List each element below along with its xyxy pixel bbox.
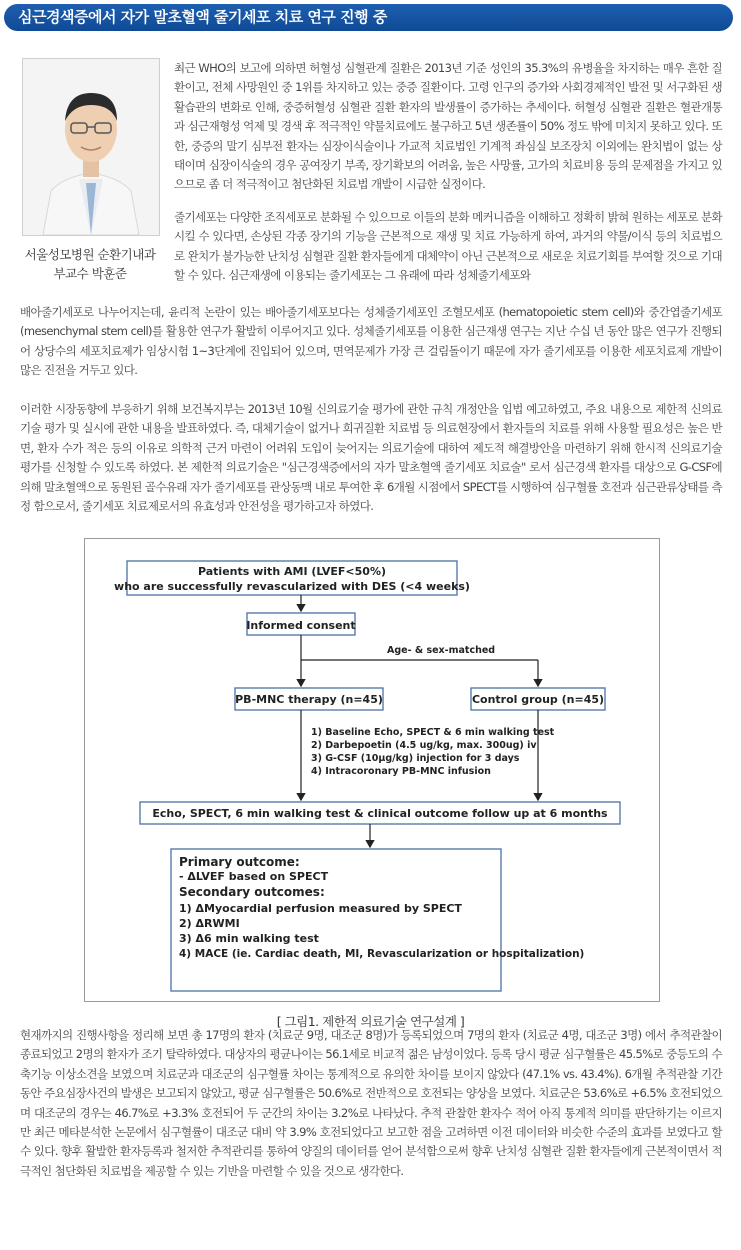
patients-line1: Patients with AMI (LVEF<50%): [197, 565, 387, 578]
paragraph-stem-cells: 줄기세포는 다양한 조직세포로 분화될 수 있으므로 이들의 분화 메커니즘을 이해하고 정확히 밝혀 원하는 세포로 분화시킬 수 있다면, 손상된 각종 장기의 기능을 근본적으로 재생 및 치료 가능하게 하여, 과거의 약물/이식 등의 치료법으로 완치가 불가능한 난치성 심혈관 질환 환자들에게 대체약이 아닌 근본적으로 새로운 치료기회를 부여할 것으로 기대할 수 있다. 심근재생에 이용되는 줄기세포는 그 유래에 따라 성체줄기세포와: [174, 210, 722, 283]
step-2: 2) Darbepoetin (4.5 ug/kg, max. 300ug) iv: [311, 740, 537, 751]
author-affiliation: 서울성모병원 순환기내과: [24, 247, 156, 262]
followup-label: Echo, SPECT, 6 min walking test & clinical outcome follow up at 6 months: [152, 807, 608, 820]
paragraph-regulation: 이러한 시장동향에 부응하기 위해 보건복지부는 2013년 10월 신의료기술 평가에 관한 규칙 개정안을 입법 예고하였고, 주요 내용으로 제한적 신의료 기술 평가 및 실시에 관한 내용을 발표하였다. 즉, 대체기술이 없거나 희귀질환 치료법 등 의료현장에서 환자들의 치료를 위해 사용할 필요성은 높은 반면, 환자 수가 적은 등의 이유로 의학적 근거 마련이 어려워 도입이 늦어지는 의료기술에 대하여 제도적 해결방안을 마련하기 위해 한시적 신의료기술 평가를 신청할 수 있도록 하였다. 본 제한적 의료기술은 "심근경색증에서의 자가 말초혈액 줄기세포 치료술" 로서 심근경색 환자를 대상으로 G-CSF에 의해 말초혈액으로 동원된 골수유래 자가 줄기세포를 관상동맥 내로 투여한 후 6개월 시점에서 SPECT를 시행하여 심구혈률 호전과 심근관류상태를 측정 함으로서, 줄기세포 치료제로서의 유효성과 안전성을 평가하고자 하였다.: [20, 402, 722, 514]
consent-label: Informed consent: [246, 619, 356, 632]
secondary-item-1: 1) ΔMyocardial perfusion measured by SPECT: [179, 902, 462, 915]
match-label: Age- & sex-matched: [387, 645, 496, 656]
step-3: 3) G-CSF (10μg/kg) injection for 3 days: [311, 753, 520, 764]
figure-caption: [ 그림1. 제한적 의료기술 연구설계 ]: [276, 1014, 465, 1029]
therapy-label: PB-MNC therapy (n=45): [235, 693, 383, 706]
paragraph-intro: 최근 WHO의 보고에 의하면 허혈성 심혈관계 질환은 2013년 기준 성인의 35.3%의 유병율을 차지하는 매우 흔한 질환이고, 전체 사망원인 중 1위를 차지하고 있는 중증 질환이다. 고령 인구의 증가와 사회경제적인 발전 및 서구화된 생활습관의 변화로 인해, 중증허혈성 심혈관 질환 환자의 발생률이 증가하는 추세이다. 허혈성 심혈관 질환은 혈관개통과 심근재형성 억제 및 경색 후 적극적인 약물치료에도 불구하고 5년 생존률이 50% 정도 밖에 미치지 못하고 있다. 또한, 중증의 말기 심부전 환자는 심장이식술이나 가교적 치료법인 기계적 좌심실 보조장치 이외에는 완치법이 없는 상태이며 심장이식술의 경우 공여장기 부족, 장기확보의 어려움, 높은 사망률, 고가의 치료비용 등의 문제점을 가지고 있으므로 좀 더 적극적이고 첨단화된 치료법 개발이 시급한 실정이다.: [174, 61, 722, 192]
patients-line2: who are successfully revascularized with DES (<4 weeks): [114, 580, 470, 593]
primary-item: - ΔLVEF based on SPECT: [179, 870, 329, 883]
primary-title: Primary outcome:: [179, 855, 300, 869]
page-title: 심근경색증에서 자가 말초혈액 줄기세포 치료 연구 진행 중: [4, 4, 733, 31]
secondary-item-2: 2) ΔRWMI: [179, 917, 240, 930]
study-design-diagram: [84, 538, 660, 1002]
secondary-item-4: 4) MACE (ie. Cardiac death, MI, Revascularization or hospitalization): [179, 948, 585, 960]
author-name: 부교수 박훈준: [53, 266, 127, 281]
control-label: Control group (n=45): [471, 693, 605, 706]
author-caption: [14, 245, 166, 283]
flowchart: [85, 539, 661, 1003]
paragraph-adult-stem-cells: 배아줄기세포로 나누어지는데, 윤리적 논란이 있는 배아줄기세포보다는 성체줄기세포인 조혈모세포 (hematopoietic stem cell)와 중간엽줄기세포(mesenchymal stem cell)를 활용한 연구가 활발히 이루어지고 있다. 성체줄기세포를 이용한 심근재생 연구는 지난 수십 년 동안 많은 연구가 진행되어 상당수의 세포치료제가 임상시험 1~3단계에 진입되어 있으며, 면역문제가 가장 큰 걸림돌이기 때문에 자가 줄기세포를 이용한 세포치료제 개발이 많은 진전을 거두고 있다.: [20, 305, 722, 378]
secondary-title: Secondary outcomes:: [179, 885, 325, 899]
step-1: 1) Baseline Echo, SPECT & 6 min walking test: [311, 727, 555, 738]
step-4: 4) Intracoronary PB-MNC infusion: [311, 766, 491, 777]
author-portrait-image: [23, 59, 159, 235]
author-photo: [22, 58, 160, 236]
secondary-item-3: 3) Δ6 min walking test: [179, 932, 319, 945]
paragraph-progress: 현재까지의 진행사항을 정리해 보면 총 17명의 환자 (치료군 9명, 대조군 8명)가 등록되었으며 7명의 환자 (치료군 4명, 대조군 3명) 에서 추적관찰이 종료되었고 2명의 환자가 조기 탈락하였다. 대상자의 평균나이는 56.1세로 비교적 젊은 남성이었다. 등록 당시 평균 심구혈률은 45.5%로 중등도의 수축기능 이상소견을 보였으며 치료군과 대조군의 심구혈률 차이는 통계적으로 유의한 차이를 보이지 않았다 (47.1% vs. 43.4%). 6개월 추적관찰 기간 동안 주요심장사건의 발생은 보고되지 않았고, 평균 심구혈률은 50.6%로 전반적으로 호전되는 양상을 보였다. 치료군은 53.6%로 +6.5% 호전되었으며 대조군의 경우는 46.7%로 +3.3% 호전되어 두 군간의 차이는 3.2%로 나타났다. 추적 관찰한 환자수 적어 아직 통계적 의미를 판단하기는 이르지만 최근 메타분석한 논문에서 심구혈률이 대조군 대비 약 3.9% 호전되었다고 보고한 점을 고려하면 이전 데이터와 비슷한 수준의 효과를 보였다고 할 수 있다. 향후 활발한 환자등록과 철저한 추적관리를 통하여 양질의 데이터를 얻어 분석함으로써 향후 난치성 심혈관 질환 환자들에게 근본적이면서 적극적인 첨단화된 치료법을 제공할 수 있는 기반을 마련할 수 있을 것으로 생각한다.: [20, 1028, 722, 1178]
